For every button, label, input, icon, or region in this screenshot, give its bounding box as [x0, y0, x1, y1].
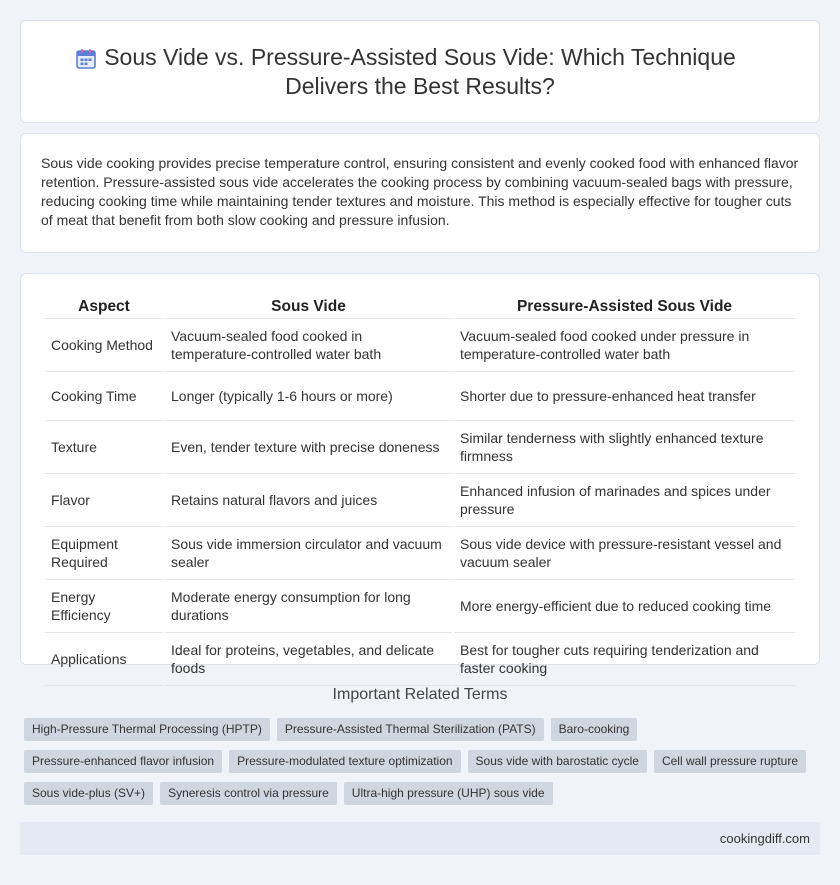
pressure-cell: Best for tougher cuts requiring tenderization and faster cooking [454, 633, 795, 686]
sous-vide-cell: Longer (typically 1-6 hours or more) [165, 372, 452, 421]
comparison-card [20, 273, 820, 676]
aspect-cell: Texture [45, 421, 163, 474]
table-row [45, 319, 795, 372]
pressure-cell: Similar tenderness with slightly enhanced texture firmness [454, 421, 795, 474]
table-row [45, 527, 795, 580]
related-term-tag[interactable]: Syneresis control via pressure [160, 782, 337, 805]
related-term-tag[interactable]: Pressure-modulated texture optimization [229, 750, 460, 773]
aspect-cell: Flavor [45, 474, 163, 527]
pressure-cell: More energy-efficient due to reduced cooking time [454, 580, 795, 633]
related-term-tag[interactable]: High-Pressure Thermal Processing (HPTP) [24, 718, 270, 741]
related-term-tag[interactable]: Sous vide with barostatic cycle [468, 750, 647, 773]
footer [20, 822, 820, 855]
related-term-tag[interactable]: Pressure-enhanced flavor infusion [24, 750, 222, 773]
sous-vide-cell: Ideal for proteins, vegetables, and delicate foods [165, 633, 452, 686]
related-term-tag[interactable]: Cell wall pressure rupture [654, 750, 806, 773]
related-term-tag[interactable]: Sous vide-plus (SV+) [24, 782, 153, 805]
header-card [20, 20, 820, 123]
aspect-cell: Equipment Required [45, 527, 163, 580]
pressure-cell: Sous vide device with pressure-resistant vessel and vacuum sealer [454, 527, 795, 580]
intro-card [20, 133, 820, 253]
aspect-cell: Energy Efficiency [45, 580, 163, 633]
intro-paragraph: Sous vide cooking provides precise temperature control, ensuring consistent and evenly cooked food with enhanced flavor retention. Pressure-assisted sous vide accelerates the cooking process by combining vacuum-sealed bags with pressure, reducing cooking time while maintaining tender textures and moisture. This method is especially effective for tougher cuts of meat that benefit from both slow cooking and pressure infusion. [41, 155, 799, 228]
related-terms-title: Important Related Terms [332, 686, 508, 703]
table-row [45, 372, 795, 421]
sous-vide-cell: Sous vide immersion circulator and vacuum sealer [165, 527, 452, 580]
table-row [45, 633, 795, 686]
sous-vide-cell: Moderate energy consumption for long durations [165, 580, 452, 633]
table-row [45, 474, 795, 527]
pressure-cell: Enhanced infusion of marinades and spices under pressure [454, 474, 795, 527]
sous-vide-cell: Vacuum-sealed food cooked in temperature-controlled water bath [165, 319, 452, 372]
header-sous-vide: Sous Vide [165, 294, 452, 319]
related-term-tag[interactable]: Baro-cooking [551, 718, 638, 741]
related-term-tag[interactable]: Ultra-high pressure (UHP) sous vide [344, 782, 553, 805]
related-terms-list [24, 718, 814, 805]
header-aspect: Aspect [45, 294, 163, 319]
sous-vide-cell: Even, tender texture with precise doneness [165, 421, 452, 474]
table-header-row [45, 294, 795, 319]
footer-site-link[interactable]: cookingdiff.com [719, 831, 810, 846]
pressure-cell: Vacuum-sealed food cooked under pressure in temperature-controlled water bath [454, 319, 795, 372]
table-row [45, 421, 795, 474]
aspect-cell: Cooking Method [45, 319, 163, 372]
aspect-cell: Cooking Time [45, 372, 163, 421]
page-title: Sous Vide vs. Pressure-Assisted Sous Vide: Which Technique Delivers the Best Results? [104, 44, 736, 99]
pressure-cell: Shorter due to pressure-enhanced heat transfer [454, 372, 795, 421]
comparison-table [43, 294, 797, 686]
aspect-cell: Applications [45, 633, 163, 686]
related-term-tag[interactable]: Pressure-Assisted Thermal Sterilization (PATS) [277, 718, 544, 741]
table-row [45, 580, 795, 633]
header-pressure-assisted: Pressure-Assisted Sous Vide [454, 294, 795, 319]
sous-vide-cell: Retains natural flavors and juices [165, 474, 452, 527]
